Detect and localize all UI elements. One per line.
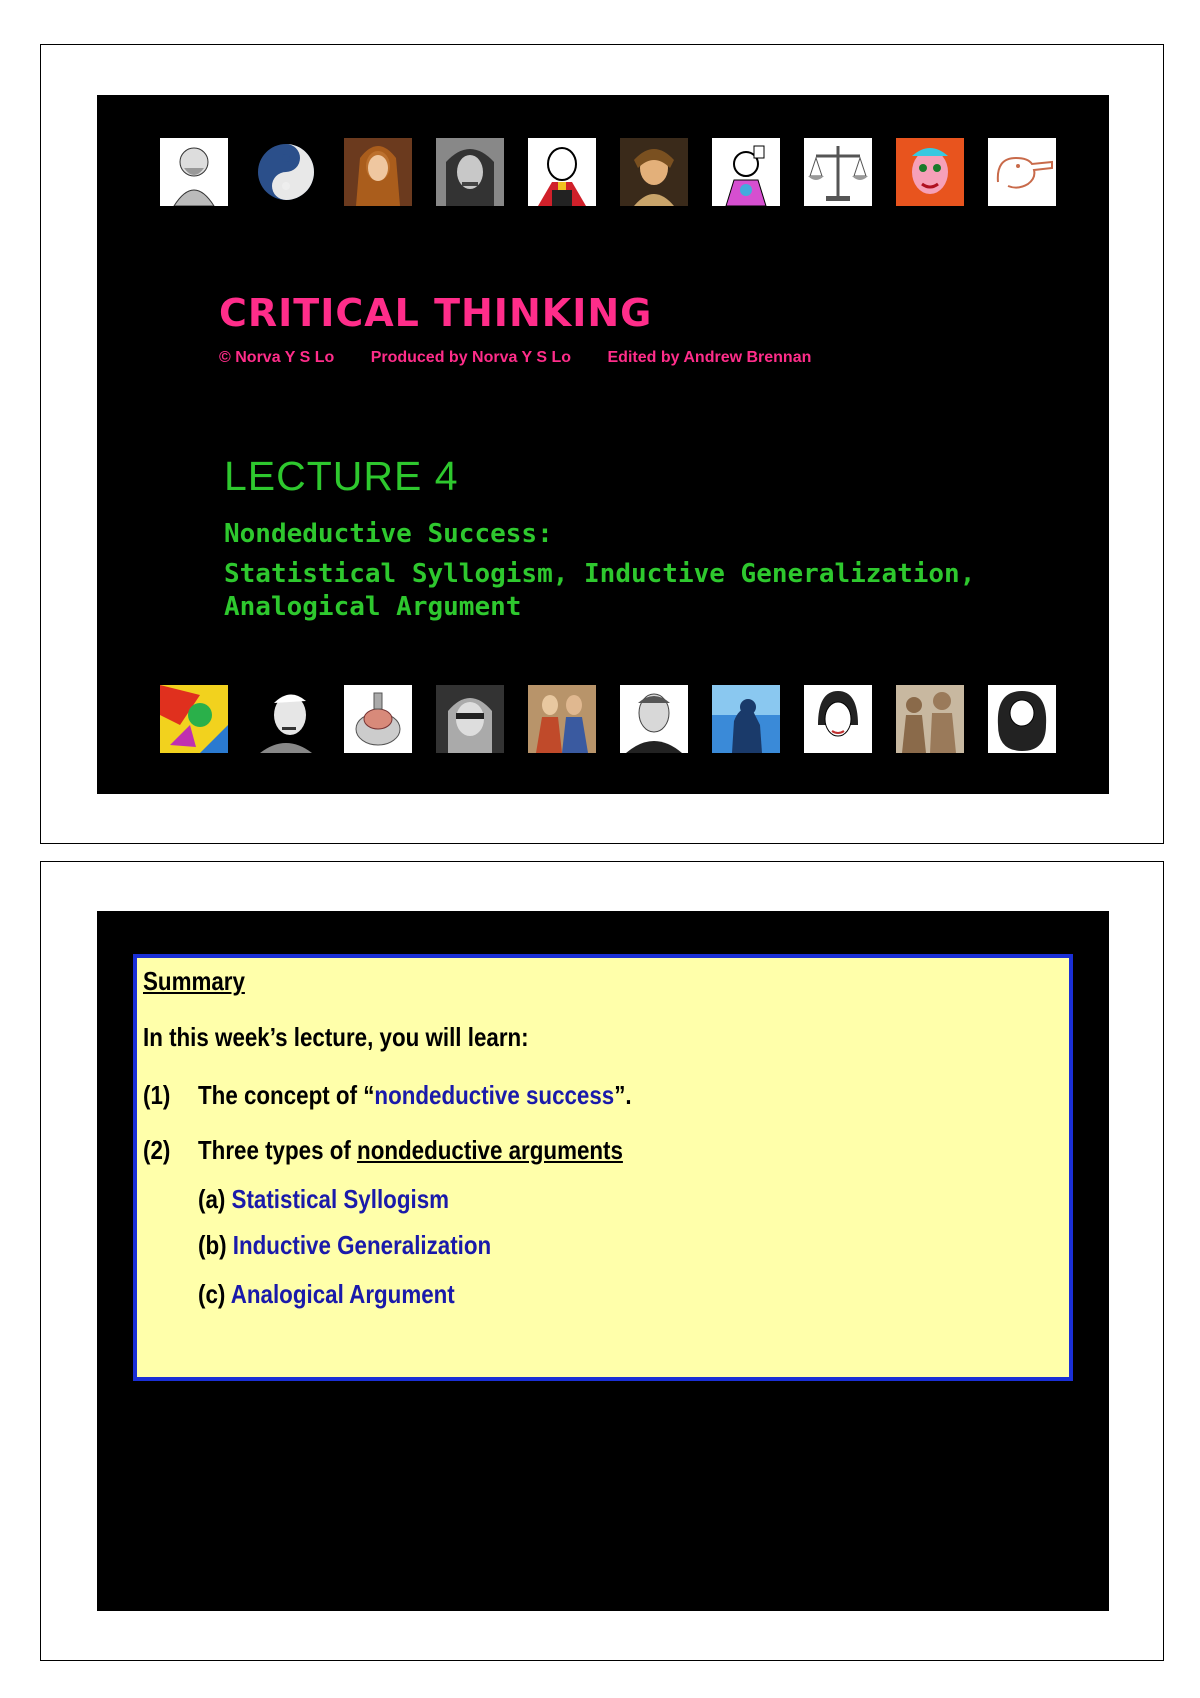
nondeductive-arguments-link[interactable]: nondeductive arguments — [357, 1135, 623, 1165]
buddha-statues-icon — [896, 685, 964, 753]
item-2-prefix: Three types of — [198, 1135, 358, 1165]
portrait-row-top — [160, 138, 1055, 206]
sub-item-a — [198, 1184, 449, 1215]
item-1-prefix: The concept of “ — [198, 1080, 375, 1110]
item-2-number: (2) — [143, 1135, 171, 1165]
school-of-athens-icon — [528, 685, 596, 753]
socrates-sketch-icon — [160, 138, 228, 206]
producer-credit: Produced by Norva Y S Lo — [370, 349, 572, 366]
credits-line — [219, 349, 843, 367]
item-1-suffix: ”. — [614, 1080, 632, 1110]
editor-credit: Edited by Andrew Brennan — [607, 349, 812, 366]
slide-frame-1 — [40, 44, 1164, 844]
yin-yang-globe-icon — [252, 138, 320, 206]
lecture-topic-line-2: Statistical Syllogism, Inductive Generalization, — [224, 559, 976, 589]
thinker-statue-icon — [712, 685, 780, 753]
duck-rabbit-icon — [988, 138, 1056, 206]
woman-portrait-bw-icon — [436, 685, 504, 753]
cartoon-philosopher-icon — [528, 138, 596, 206]
summary-heading: Summary — [143, 966, 245, 996]
marx-sketch-icon — [988, 685, 1056, 753]
slide-frame-2 — [40, 861, 1164, 1661]
item-1-text — [198, 1080, 632, 1111]
sub-item-c — [198, 1279, 455, 1310]
nondeductive-success-link[interactable]: nondeductive success — [374, 1080, 615, 1110]
analogical-argument-link[interactable]: Analogical Argument — [230, 1279, 455, 1309]
woman-portrait-icon — [620, 138, 688, 206]
course-title: CRITICAL THINKING — [219, 291, 653, 335]
sub-item-a-label: (a) — [198, 1184, 226, 1214]
sub-item-b-label: (b) — [198, 1230, 227, 1260]
abstract-art-icon — [160, 685, 228, 753]
title-slide — [97, 95, 1109, 794]
copyright-credit: © Norva Y S Lo — [219, 349, 335, 366]
lecture-topic-line-3: Analogical Argument — [224, 592, 522, 622]
mill-portrait-icon — [620, 685, 688, 753]
sub-item-c-label: (c) — [198, 1279, 226, 1309]
renaissance-woman-icon — [344, 138, 412, 206]
portrait-row-bottom — [160, 685, 1055, 753]
summary-box — [133, 954, 1073, 1381]
inductive-generalization-link[interactable]: Inductive Generalization — [232, 1230, 492, 1260]
lecture-number: LECTURE 4 — [224, 453, 459, 499]
summary-slide — [97, 911, 1109, 1611]
superhero-cartoon-icon — [712, 138, 780, 206]
sub-item-b — [198, 1230, 491, 1261]
lecture-topic-line-1: Nondeductive Success: — [224, 519, 553, 549]
brain-in-vat-icon — [344, 685, 412, 753]
summary-intro: In this week’s lecture, you will learn: — [143, 1022, 529, 1052]
statistical-syllogism-link[interactable]: Statistical Syllogism — [231, 1184, 450, 1214]
pop-art-face-icon — [896, 138, 964, 206]
woman-sketch-icon — [804, 685, 872, 753]
item-2-text — [198, 1135, 623, 1166]
scales-of-justice-icon — [804, 138, 872, 206]
man-portrait-bw-icon — [252, 685, 320, 753]
item-1-number: (1) — [143, 1080, 171, 1110]
descartes-portrait-icon — [436, 138, 504, 206]
